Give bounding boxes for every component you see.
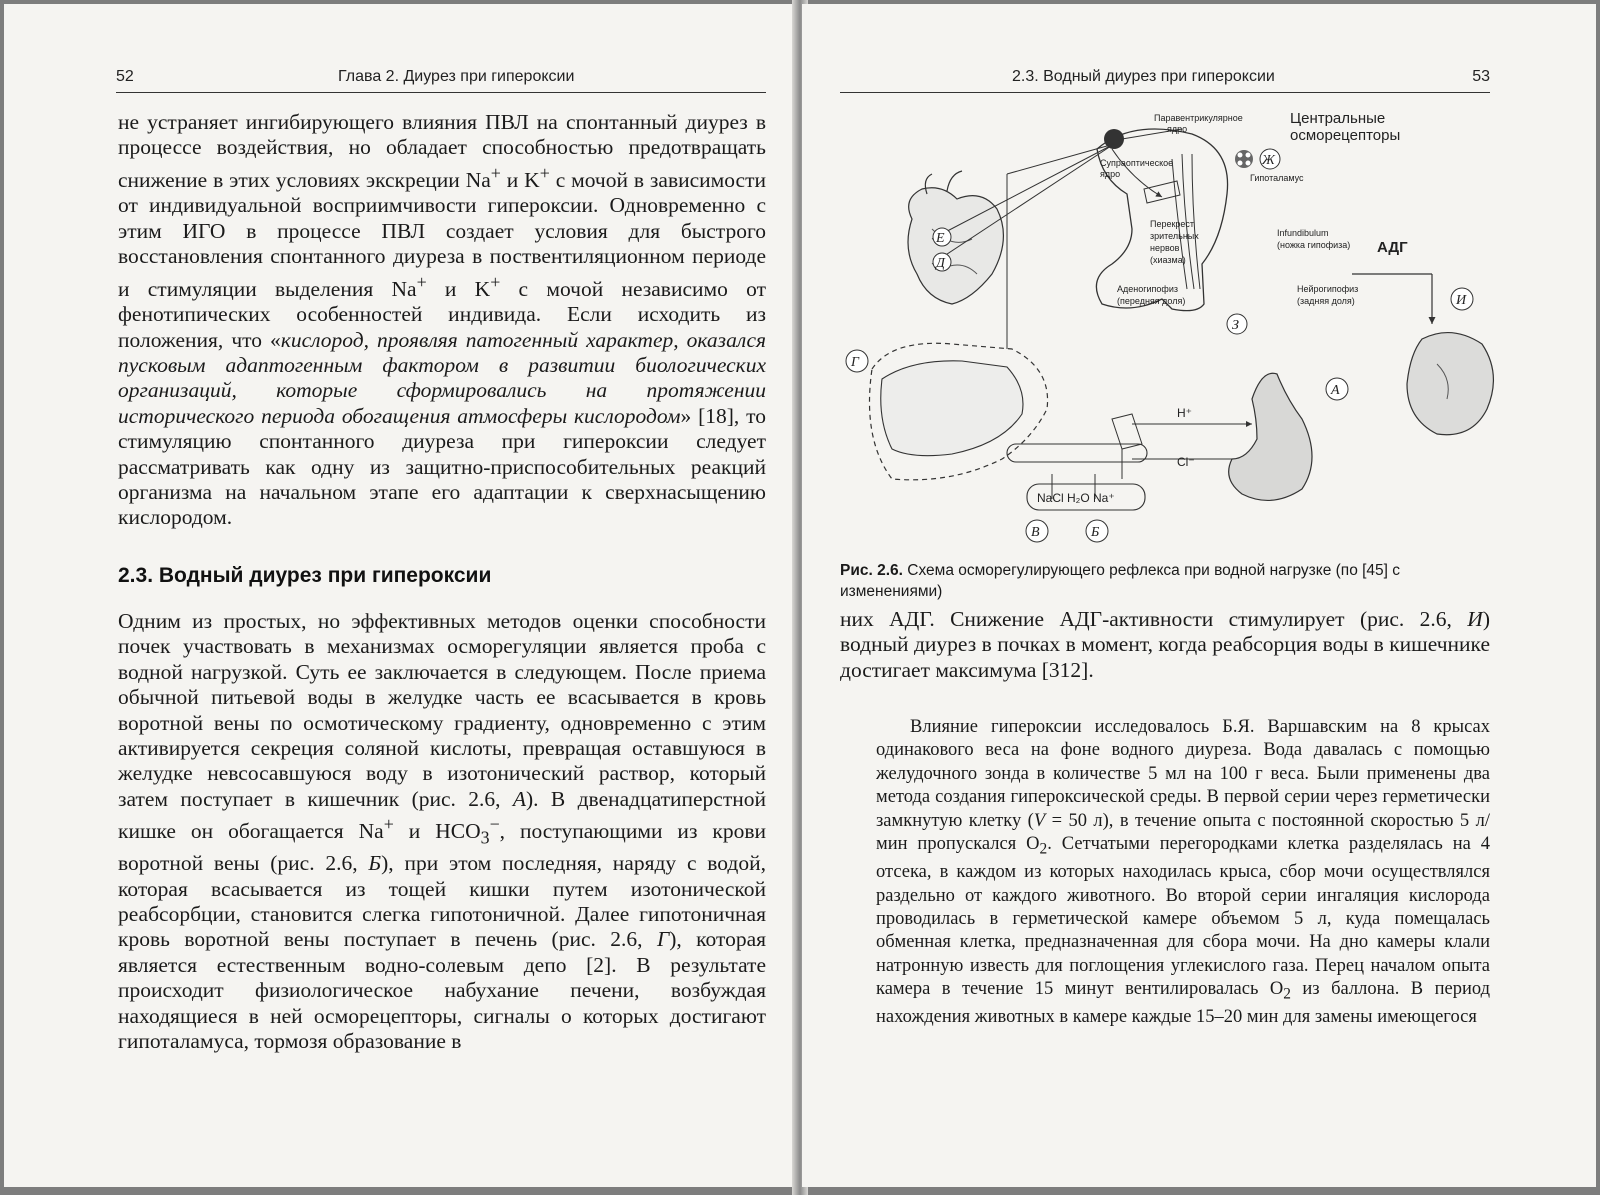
quote: кислород, проявляя патогенный характер, оказался пусковым адаптогенным фактором в развитии биологических организаций, которые сформировались на протяжении исторического периода обогащения атмосферы кислородом xyxy=(118,327,766,428)
circle-label-b xyxy=(1086,520,1108,542)
svg-text:зрительных: зрительных xyxy=(1150,231,1199,241)
svg-text:(ножка гипофиза): (ножка гипофиза) xyxy=(1277,240,1351,250)
circle-label-e xyxy=(933,228,951,246)
label-h-plus: H⁺ xyxy=(1177,406,1192,420)
svg-text:З: З xyxy=(1232,318,1239,333)
portal-vein-tube xyxy=(1007,444,1147,462)
svg-text:Б: Б xyxy=(1091,525,1100,540)
svg-text:Ж: Ж xyxy=(1262,153,1275,168)
paragraph-1: не устраняет ингибирующего влияния ПВЛ на спонтанный диурез в процессе воздействия, но обладает способностью предотвращать снижение в этих условиях экскреции Na+ и K+ с мочой в зависимости от индивидуальной восприимчивости гипероксии. Одновременно с этим ИГО в процессе ПВЛ создает условия для быстрого восстановления спонтанного диуреза в поствентиляционном периоде и стимуляции выделения Na+ и K+ с мочой независимо от фенотипических особенностей индивида. Если исходить из положения, что «кислород, проявляя патогенный характер, оказался пусковым адаптогенным фактором в развитии биологических организаций, которые сформировались на протяжении исторического периода обогащения атмосферы кислородом» [18], то стимуляцию спонтанного диуреза при гипероксии следует рассматривать как одну из защитно-приспособительных реакций организма на начальном этапе его адаптации к сверхнасыщению кислородом. xyxy=(118,110,767,530)
running-title: Глава 2. Диурез при гипероксии xyxy=(338,68,575,85)
figure-caption: Рис. 2.6. Схема осморегулирующего рефлекса при водной нагрузке (по [45] с изменениями) xyxy=(840,562,1401,600)
label-chiasm: Перекрест xyxy=(1150,219,1195,229)
svg-text:Г: Г xyxy=(851,355,859,370)
label-nacl-h2o: NaCl H₂O Na⁺ xyxy=(1037,491,1115,505)
label-paraventricular: Паравентрикулярное xyxy=(1154,113,1243,123)
svg-text:(хиазма): (хиазма) xyxy=(1150,255,1186,265)
left-page xyxy=(4,4,798,1187)
section-heading: 2.3. Водный диурез при гипероксии xyxy=(118,564,492,587)
page-number: 52 xyxy=(116,68,134,85)
label-supraoptic: Супраоптическое xyxy=(1100,158,1174,168)
svg-text:ядро: ядро xyxy=(1100,169,1121,179)
label-central: Центральные xyxy=(1290,110,1386,127)
circle-label-a xyxy=(1326,378,1348,400)
circle-label-i xyxy=(1451,288,1473,310)
osmoregulation-figure xyxy=(832,99,1522,549)
label-infundibulum: Infundibulum xyxy=(1277,228,1329,238)
label-neurohypophysis: Нейрогипофиз xyxy=(1297,284,1359,294)
receptor-cluster xyxy=(1235,150,1253,168)
circle-label-d xyxy=(933,253,951,271)
circle-label-zh xyxy=(1260,149,1280,169)
page-number: 53 xyxy=(1472,68,1490,85)
svg-text:ядро: ядро xyxy=(1167,124,1188,134)
svg-text:И: И xyxy=(1456,293,1467,308)
paragraph-2: Одним из простых, но эффективных методов оценки способности почек участвовать в механизмах осморегуляции является проба с водной нагрузкой. Суть ее заключается в следующем. После приема обычной питьевой воды в желудке часть ее всасывается в кровь воротной вены по осмотическому градиенту, одновременно с этим активируется секреция соляной кислоты, превращая оставшуюся в желудке невсосавшуюся воду в изотонический раствор, который затем поступает в кишечник (рис. 2.6, А). В двенадцатиперстной кишке он обогащается Na+ и $HCO_3^-$, поступающими из крови воротной вены (рис. 2.6, Б), при этом последняя, наряду с водой, которая всасывается из тощей кишки путем изотонической реабсорбции, становится слегка гипотоничной. Далее гипотоничная кровь воротной вены поступает в печень (рис. 2.6, Г), которая является естественным водно-солевым депо [2]. В результате происходит физиологическое набухание печени, возбуждая находящиеся в ней осморецепторы, сигналы о которых достигают гипоталамуса, тормозя образование в xyxy=(118,609,766,1053)
circle-label-g xyxy=(846,350,868,372)
small-print-paragraph: Влияние гипероксии исследовалось Б.Я. Варшавским на 8 крысах одинакового веса на фоне водного диуреза. Вода давалась с помощью желудочного зонда в количестве 5 мл на 100 г веса. Были применены два метода создания гипероксической среды. В первой серии через герметически замкнутую клетку (V = 50 л), в течение опыта с постоянной скоростью 5 л/мин пропускался $O_2$. Сетчатыми перегородками клетка разделялась на 4 отсека, в каждом из которых находилась крыса, сбор мочи осуществлялся раздельно от каждого животного. Во второй серии ингаляция кислорода проводилась в герметической камере объемом 5 л, куда помещалась обменная клетка, предназначенная для сбора мочи. На дно камеры клали натронную известь для поглощения углекислого газа. Перец началом опыта камера в течение 15 минут вентилировалась $O_2$ из баллона. В период нахождения животных в камере каждые 15–20 мин для замены имеющегося xyxy=(876,717,1490,1028)
svg-text:Д: Д xyxy=(936,256,945,271)
label-hypothalamus: Гипоталамус xyxy=(1250,173,1304,183)
kidney-drawing xyxy=(1407,333,1493,435)
label-cl-minus: Cl⁻ xyxy=(1177,455,1195,469)
svg-text:нервов: нервов xyxy=(1150,243,1180,253)
label-adenohypophysis: Аденогипофиз xyxy=(1117,284,1178,294)
svg-text:(задняя доля): (задняя доля) xyxy=(1297,296,1355,306)
right-running-header xyxy=(840,66,1490,93)
label-adh: АДГ xyxy=(1377,239,1408,256)
left-running-header xyxy=(116,66,766,93)
circle-label-z xyxy=(1227,314,1247,334)
svg-text:(передняя доля): (передняя доля) xyxy=(1117,296,1186,306)
stomach-drawing xyxy=(1229,373,1312,500)
svg-text:В: В xyxy=(1031,525,1040,540)
running-title: 2.3. Водный диурез при гипероксии xyxy=(1012,68,1275,85)
svg-text:осморецепторы: осморецепторы xyxy=(1290,127,1401,144)
circle-label-v xyxy=(1026,520,1048,542)
liver-drawing xyxy=(881,361,1023,456)
svg-text:Е: Е xyxy=(936,231,945,246)
svg-text:А: А xyxy=(1331,383,1340,398)
heart-drawing xyxy=(908,188,1003,304)
right-page xyxy=(802,4,1596,1187)
paragraph-continuation: них АДГ. Снижение АДГ-активности стимулирует (рис. 2.6, И) водный диурез в почках в момент, когда реабсорция воды в кишечнике достигает максимума [312]. xyxy=(840,607,1490,682)
